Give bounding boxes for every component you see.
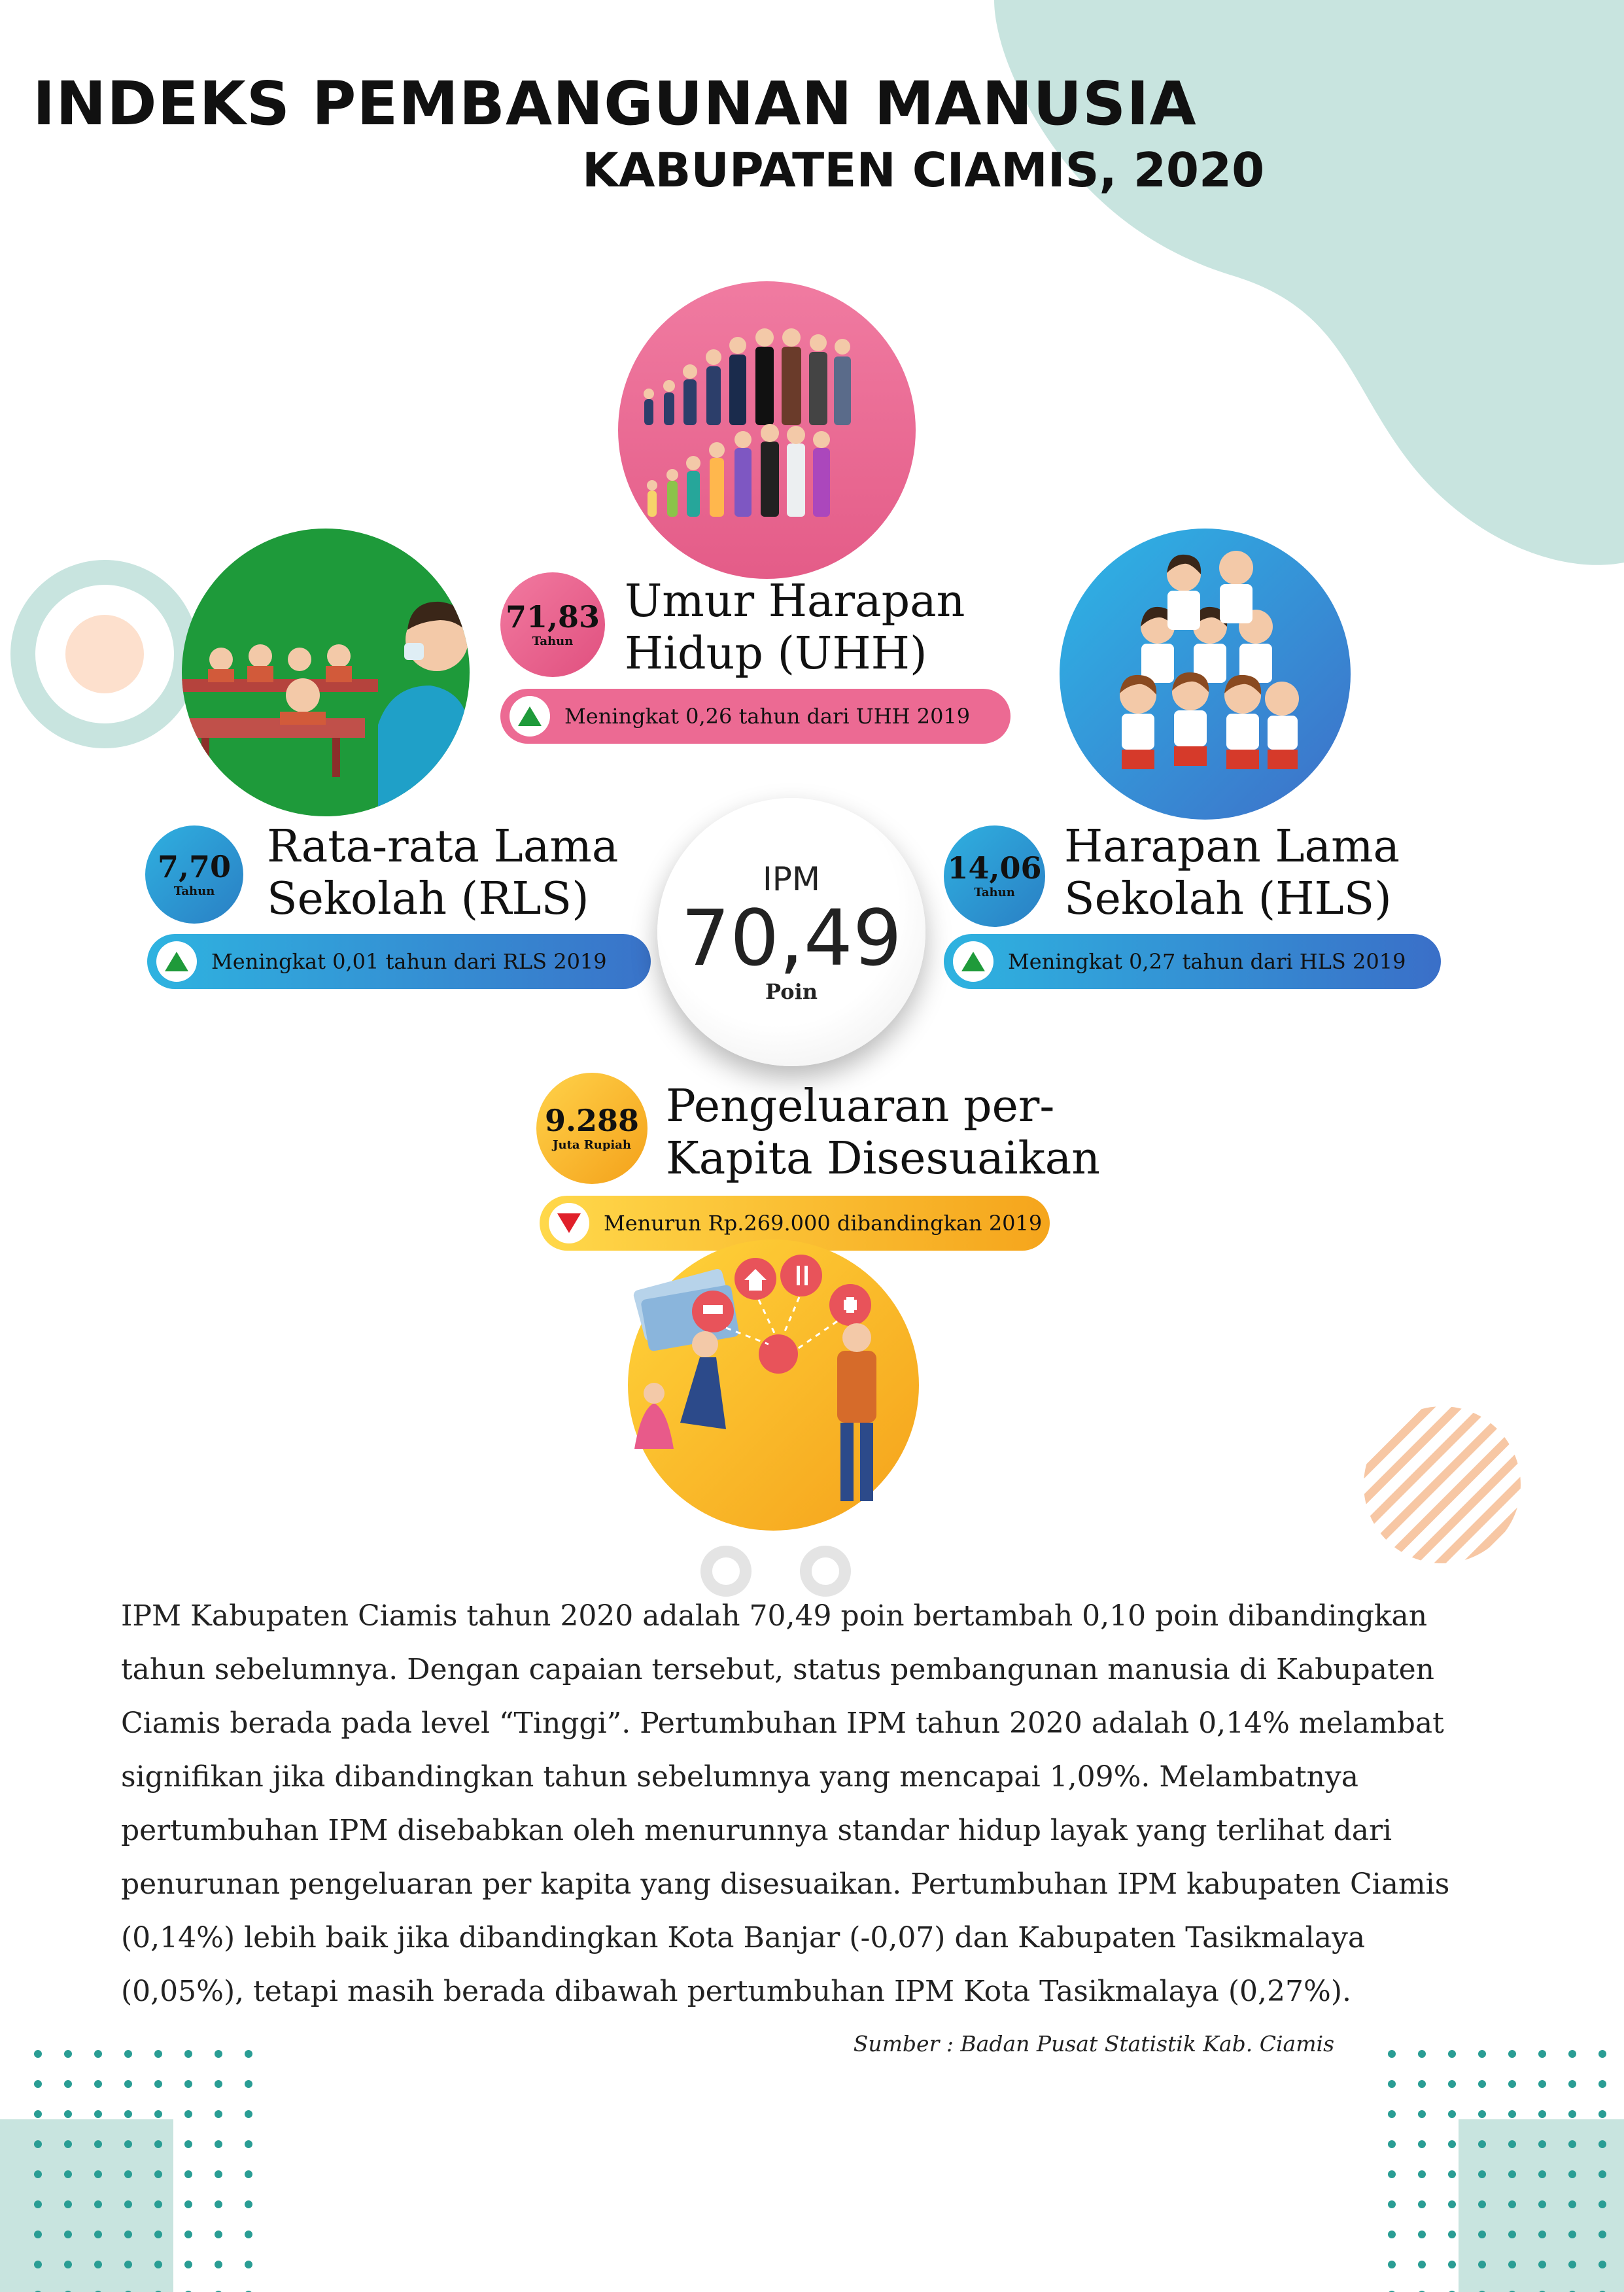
hls-illustration — [1060, 529, 1351, 820]
uhh-value: 71,83 — [505, 599, 600, 634]
grey-ring-right — [806, 1552, 845, 1591]
green-up-triangle-icon — [156, 941, 197, 982]
ipm-center-badge — [657, 798, 925, 1066]
pengeluaran-value: 9.288 — [544, 1102, 640, 1138]
hls-value: 14,06 — [947, 850, 1042, 886]
uhh-change-pill — [500, 689, 1011, 744]
pengeluaran-unit: Juta Rupiah — [552, 1137, 632, 1152]
page-title: INDEKS PEMBANGUNAN MANUSIA — [33, 69, 1197, 139]
uhh-label-line2: Hidup (UHH) — [625, 628, 927, 680]
pengeluaran-label-line2: Kapita Disesuaikan — [666, 1133, 1101, 1185]
uhh-label-line1: Umur Harapan — [625, 576, 965, 627]
uhh-illustration — [618, 281, 916, 579]
rls-change-pill — [147, 934, 651, 989]
hls-change-pill — [944, 934, 1441, 989]
uhh-value-badge — [500, 572, 605, 677]
red-down-triangle-icon — [549, 1203, 589, 1243]
green-up-triangle-icon — [953, 941, 993, 982]
pengeluaran-illustration — [628, 1240, 919, 1531]
uhh-change-text: Meningkat 0,26 tahun dari UHH 2019 — [564, 704, 971, 729]
page-subtitle: KABUPATEN CIAMIS, 2020 — [582, 143, 1265, 198]
pengeluaran-label-line1: Pengeluaran per- — [666, 1081, 1055, 1132]
hls-label — [1064, 821, 1400, 926]
pengeluaran-value-badge — [536, 1073, 648, 1184]
hls-value-badge — [944, 825, 1045, 927]
hls-label-line1: Harapan Lama — [1064, 821, 1400, 873]
rls-illustration — [182, 529, 470, 816]
hls-change-text: Meningkat 0,27 tahun dari HLS 2019 — [1008, 949, 1406, 974]
rls-value-badge — [145, 825, 243, 924]
hls-unit: Tahun — [974, 886, 1015, 899]
rls-label — [267, 821, 618, 926]
source-note: Sumber : Badan Pusat Statistik Kab. Ciamis — [853, 2031, 1334, 2057]
rls-value: 7,70 — [157, 848, 232, 884]
ipm-value: 70,49 — [681, 893, 902, 984]
uhh-unit: Tahun — [532, 634, 574, 648]
rls-change-text: Meningkat 0,01 tahun dari RLS 2019 — [211, 949, 607, 974]
uhh-label — [625, 576, 965, 680]
hls-label-line2: Sekolah (HLS) — [1064, 873, 1392, 925]
peach-circle-decoration — [65, 615, 144, 693]
pengeluaran-change-text: Menurun Rp.269.000 dibandingkan 2019 — [604, 1211, 1043, 1236]
rls-label-line1: Rata-rata Lama — [267, 821, 619, 873]
rls-label-line2: Sekolah (RLS) — [267, 873, 589, 925]
rls-unit: Tahun — [173, 884, 215, 898]
green-up-triangle-icon — [510, 696, 550, 737]
ipm-unit: Poin — [765, 979, 818, 1004]
grey-ring-left — [706, 1552, 746, 1591]
pengeluaran-label — [666, 1081, 1100, 1185]
description-paragraph: IPM Kabupaten Ciamis tahun 2020 adalah 70,49 poin bertambah 0,10 poin dibandingkan tahun sebelumnya. Dengan capaian tersebut, status pembangunan manusia di Kabupaten Ciamis berada pada level “Tinggi”. Pertumbuhan IPM tahun 2020 adalah 0,14% melambat signifikan jika dibandingkan tahun sebelumnya yang mencapai 1,09%. Melambatnya pertumbuhan IPM disebabkan oleh menurunnya standar hidup layak yang terlihat dari penurunan pengeluaran per kapita yang disesuaikan. Pertumbuhan IPM kabupaten Ciamis (0,14%) lebih baik jika dibandingkan Kota Banjar (-0,07) dan Kabupaten Tasikmalaya (0,05%), tetapi masih berada dibawah pertumbuhan IPM Kota Tasikmalaya (0,27%). — [121, 1599, 1450, 2008]
ipm-label: IPM — [762, 860, 821, 899]
